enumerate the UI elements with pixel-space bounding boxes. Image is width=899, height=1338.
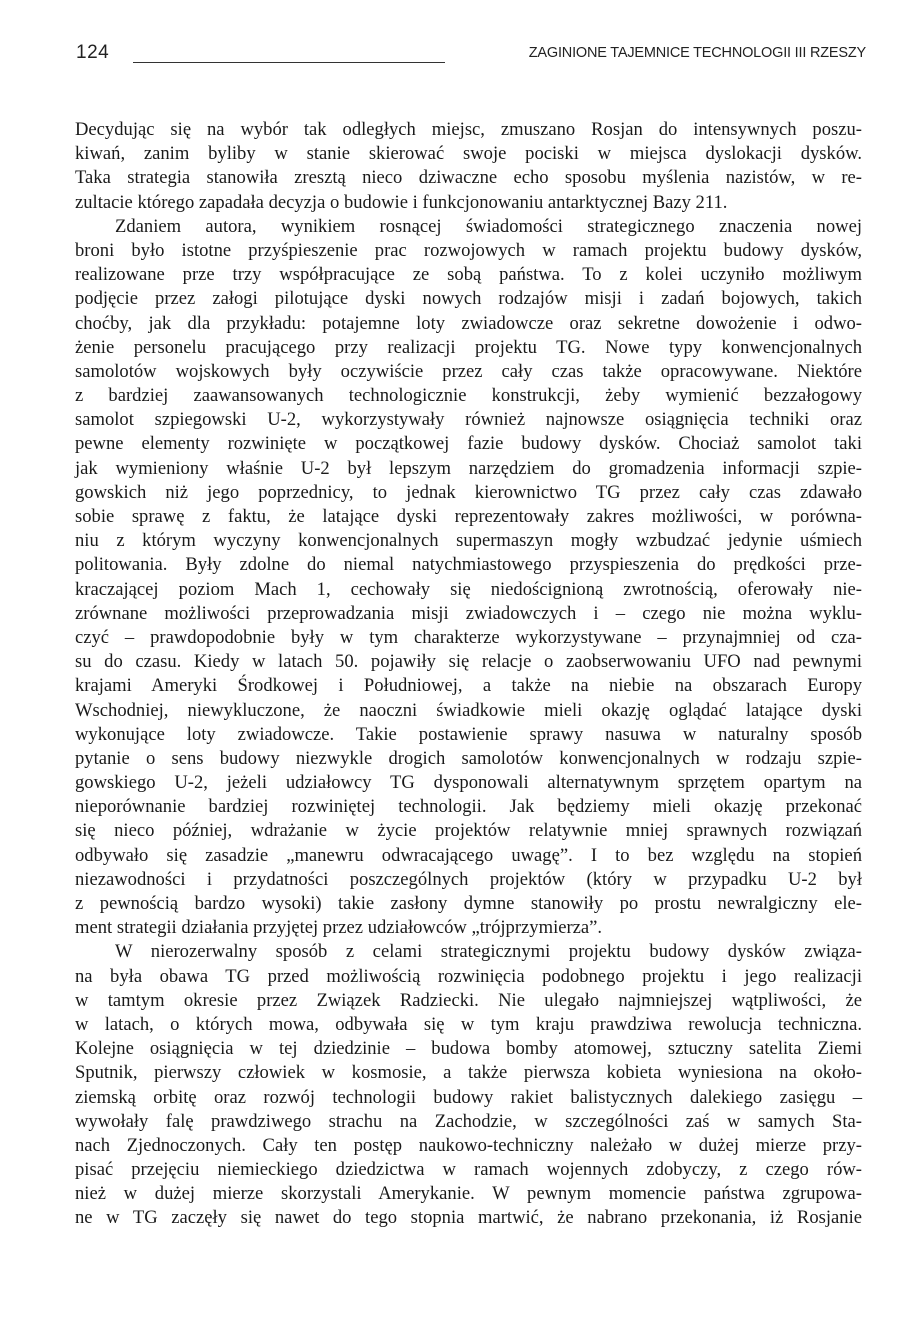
text-line: jak wymieniony właśnie U-2 był lepszym narzędziem do gromadzenia informacji szpie- [75, 457, 862, 479]
body-text [75, 118, 862, 1231]
text-line: realizowane prze trzy współpracujące ze sobą państwa. To z kolei uczyniło możliwym [75, 264, 862, 286]
text-line: broni było istotne przyśpieszenie prac rozwojowych w ramach projektu budowy dysków, [75, 239, 862, 261]
text-line: wykonujące loty zwiadowcze. Takie postawienie sprawy nasuwa w naturalny sposób [75, 723, 862, 745]
text-line: Sputnik, pierwszy człowiek w kosmosie, a także pierwsza kobieta wyniesiona na około- [75, 1062, 862, 1084]
text-line: niezawodności i przydatności poszczególnych projektów (który w przypadku U-2 był [75, 868, 862, 890]
text-line: Taka strategia stanowiła zresztą nieco dziwaczne echo sposobu myślenia nazistów, w re- [75, 167, 862, 189]
text-line: czyć – prawdopodobnie były w tym charakterze wykorzystywane – przynajmniej od cza- [75, 626, 862, 648]
text-line: su do czasu. Kiedy w latach 50. pojawiły się relacje o zaobserwowaniu UFO nad pewnymi [75, 651, 862, 673]
text-line: sobie sprawę z faktu, że latające dyski reprezentowały zakres możliwości, w porówna- [75, 506, 862, 527]
text-line: wywołały falę prawdziwego strachu na Zachodzie, w szczególności zaś w samych Sta- [75, 1110, 862, 1132]
text-line: krajami Ameryki Środkowej i Południowej, a także na niebie na obszarach Europy [75, 675, 862, 697]
text-line: niu z którym wyczyny konwencjonalnych supermaszyn mogły wzbudzać jedynie uśmiech [75, 530, 862, 552]
text-line: zultacie którego zapadała decyzja o budowie i funkcjonowaniu antarktycznej Bazy 211. [75, 191, 728, 213]
running-title: ZAGINIONE TAJEMNICE TECHNOLOGII III RZESZY [528, 45, 866, 61]
text-line: samolot szpiegowski U-2, wykorzystywały również najnowsze osiągnięcia techniki oraz [75, 409, 862, 431]
text-line: pewne elementy rozwinięte w początkowej fazie budowy dysków. Chociaż samolot taki [75, 433, 862, 455]
text-line: gowskiego U-2, jeżeli udziałowcy TG dysponowali alternatywnym sprzętem opartym na [75, 772, 862, 794]
text-line: pisać przejęciu niemieckiego dziedzictwa w ramach wojennych zdobyczy, z czego rów- [75, 1159, 862, 1181]
text-line: Decydując się na wybór tak odległych miejsc, zmuszano Rosjan do intensywnych poszu- [75, 119, 862, 140]
text-line: na była obawa TG przed możliwością rozwinięcia podobnego projektu i jego realizacji [75, 965, 862, 987]
text-line: żenie personelu pracującego przy realizacji projektu TG. Nowe typy konwencjonalnych [75, 336, 862, 358]
text-line: Kolejne osiągnięcia w tej dziedzinie – budowa bomby atomowej, sztuczny satelita Ziemi [75, 1038, 862, 1060]
page-number: 124 [76, 42, 110, 63]
text-line: podjęcie przez załogi pilotujące dyski nowych rodzajów misji i zadań bojowych, takich [75, 288, 862, 310]
text-line: W nierozerwalny sposób z celami strategicznymi projektu budowy dysków związa- [115, 941, 862, 963]
text-line: samolotów wojskowych były oczywiście przez cały czas także opracowywane. Niektóre [75, 360, 862, 382]
text-line: Zdaniem autora, wynikiem rosnącej świadomości strategicznego znaczenia nowej [115, 215, 862, 237]
text-line: Wschodniej, niewykluczone, że naoczni świadkowie mieli okazję oglądać latające dyski [75, 699, 862, 721]
text-line: pytanie o sens budowy niezwykle drogich samolotów konwencjonalnych w rodzaju szpie- [75, 747, 862, 769]
text-line: z bardziej zaawansowanych technologicznie konstrukcji, żeby wymienić bezzałogowy [75, 385, 862, 407]
text-line: zrównane możliwości przeprowadzania misji zwiadowczych i – czego nie można wyklu- [75, 602, 862, 624]
text-line: kiwań, zanim byliby w stanie skierować swoje pociski w miejsca dyslokacji dysków. [75, 143, 862, 165]
header-rule [133, 62, 445, 63]
text-line: ziemską orbitę oraz rozwój technologii budowy rakiet balistycznych dalekiego zasięgu – [75, 1086, 862, 1108]
text-line: w tamtym okresie przez Związek Radziecki. Nie ulegało najmniejszej wątpliwości, że [75, 989, 862, 1011]
text-line: się nieco później, wdrażanie w życie projektów relatywnie mniej sprawnych rozwiązań [75, 820, 862, 842]
text-line: nież w dużej mierze skorzystali Amerykanie. W pewnym momencie państwa zgrupowa- [75, 1183, 862, 1205]
text-line: ment strategii działania przyjętej przez udziałowców „trójprzymierza”. [75, 917, 603, 939]
text-line: z pewnością bardzo wysoki) takie zasłony dymne stanowiły po prostu newralgiczny ele- [75, 893, 862, 914]
text-line: kraczającej poziom Mach 1, cechowały się niedoścignioną zwrotnością, oferowały nie- [75, 578, 862, 600]
text-line: w latach, o których mowa, odbywała się w tym kraju prawdziwa rewolucja techniczna. [75, 1013, 862, 1035]
text-line: politowania. Były zdolne do niemal natychmiastowego przyspieszenia do prędkości prze- [75, 554, 862, 576]
text-line: nach Zjednoczonych. Cały ten postęp naukowo-techniczny należało w dużej mierze przy- [75, 1134, 862, 1156]
text-line: odbywało się zasadzie „manewru odwracającego uwagę”. I to bez względu na stopień [75, 844, 862, 866]
text-line: gowskich niż jego poprzednicy, to jednak kierownictwo TG przez cały czas zdawało [75, 481, 862, 503]
text-line: nieporównanie bardziej rozwiniętej technologii. Jak będziemy mieli okazję przekonać [75, 796, 862, 818]
text-line: ne w TG zaczęły się nawet do tego stopnia martwić, że nabrano przekonania, iż Rosjanie [75, 1207, 862, 1229]
text-line: choćby, jak dla przykładu: potajemne loty zwiadowcze oraz sekretne dowożenie i odwo- [75, 312, 862, 334]
